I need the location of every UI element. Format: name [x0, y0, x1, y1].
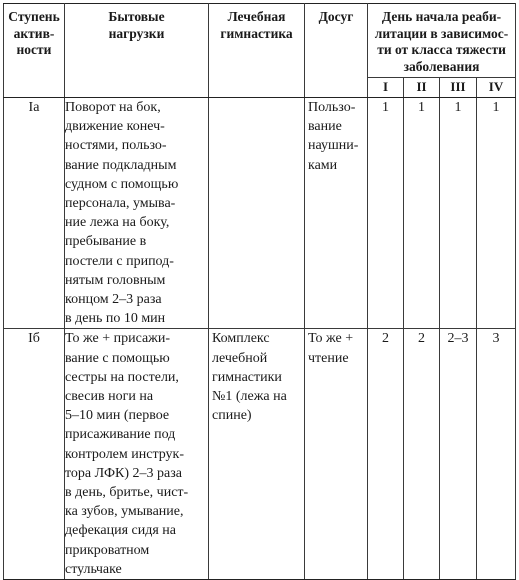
- day-class-2-cell: 2: [404, 329, 440, 580]
- table-row: [4, 329, 516, 580]
- day-class-2-cell: 1: [404, 98, 440, 329]
- header-class-2: II: [404, 78, 440, 98]
- leisure-cell: То же + чтение: [305, 329, 368, 580]
- header-leisure: Досуг: [305, 4, 368, 98]
- day-class-1-cell: 2: [368, 329, 404, 580]
- header-activity-stage: Ступень актив- ности: [4, 4, 65, 98]
- header-class-3: III: [440, 78, 477, 98]
- day-class-4-cell: 3: [477, 329, 516, 580]
- activity-stage-cell: Iб: [4, 329, 65, 580]
- household-load-cell: То же + присажи- вание с помощью сестры на постели, свесив ноги на 5–10 мин (первое присаживание под контролем инструк- тора ЛФК) 2–3 раза в день, бритье, чист- ка зубов, умывание, дефекация сидя на прикроватном стульчаке: [65, 329, 209, 580]
- header-rehab-start-day: День начала реаби- литации в зависимос- ти от класса тяжести заболевания: [368, 4, 516, 78]
- leisure-cell: Пользо- вание наушни- ками: [305, 98, 368, 329]
- table-row: [4, 98, 516, 329]
- day-class-4-cell: 1: [477, 98, 516, 329]
- header-class-1: I: [368, 78, 404, 98]
- therapeutic-exercise-cell: Комплекс лечебной гимнастики №1 (лежа на спине): [209, 329, 305, 580]
- therapeutic-exercise-cell: [209, 98, 305, 329]
- header-household-load: Бытовые нагрузки: [65, 4, 209, 98]
- header-therapeutic-exercise: Лечебная гимнастика: [209, 4, 305, 98]
- household-load-cell: Поворот на бок, движение конеч- ностями, пользо- вание подкладным судном с помощью персонала, умыва- ние лежа на боку, пребывание в постели с припод- нятым головным концом 2–3 раза в день по 10 мин: [65, 98, 209, 329]
- day-class-1-cell: 1: [368, 98, 404, 329]
- day-class-3-cell: 2–3: [440, 329, 477, 580]
- header-class-4: IV: [477, 78, 516, 98]
- rehabilitation-activity-table: [3, 3, 516, 580]
- day-class-3-cell: 1: [440, 98, 477, 329]
- activity-stage-cell: Iа: [4, 98, 65, 329]
